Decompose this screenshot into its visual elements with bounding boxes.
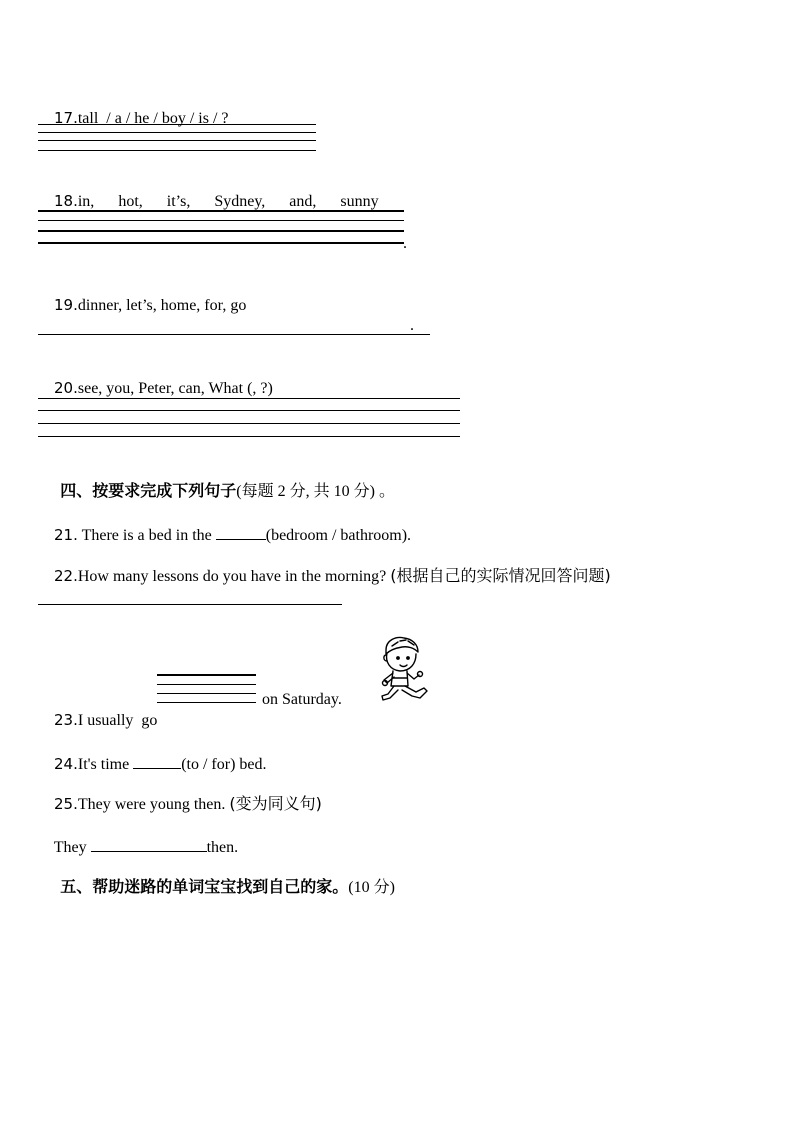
- prompt-after: (bedroom / bathroom).: [265, 527, 412, 544]
- question-number: 24.: [54, 755, 78, 773]
- question-19: [38, 275, 246, 336]
- question-prompt: They were young then.: [77, 796, 230, 813]
- question-number: 18.: [54, 192, 78, 210]
- question-number: 22.: [54, 567, 78, 585]
- word-6: sunny: [340, 193, 379, 210]
- prompt-before: I usually go: [77, 712, 162, 729]
- prompt-after: then.: [206, 839, 239, 856]
- question-23-after: on Saturday.: [258, 691, 342, 708]
- section-score: (每题 2 分, 共 10 分) 。: [236, 483, 395, 500]
- running-boy-image: [378, 636, 436, 706]
- question-number: 23.: [54, 711, 78, 729]
- prompt-before: It's time: [77, 756, 134, 773]
- question-hint: (根据自己的实际情况回答问题): [390, 566, 611, 585]
- question-hint: (变为同义句): [229, 794, 322, 813]
- question-number: 21.: [54, 526, 78, 544]
- word-3: it’s,: [166, 193, 191, 210]
- question-number: 25.: [54, 795, 78, 813]
- question-prompt: How many lessons do you have in the morning?: [77, 568, 391, 585]
- word-1: in,: [77, 193, 95, 210]
- prompt-before: There is a bed in the: [77, 527, 216, 544]
- question-22: [38, 546, 611, 607]
- word-2: hot,: [118, 193, 143, 210]
- prompt-after: (to / for) bed.: [181, 756, 267, 773]
- prompt-before: They: [53, 839, 91, 856]
- question-prompt: see, you, Peter, can, What (, ?): [77, 380, 273, 397]
- end-mark-18: .: [403, 235, 407, 252]
- section-title: 四、按要求完成下列句子: [60, 481, 237, 500]
- blank-24[interactable]: [133, 753, 181, 769]
- blank-21[interactable]: [216, 524, 266, 540]
- question-number: 20.: [54, 379, 78, 397]
- end-mark-19: .: [410, 317, 414, 334]
- word-5: and,: [289, 193, 317, 210]
- section-title: 五、帮助迷路的单词宝宝找到自己的家。: [60, 877, 349, 896]
- question-18: [38, 171, 379, 232]
- question-number: 17.: [54, 109, 78, 127]
- blank-25[interactable]: [91, 836, 207, 852]
- question-prompt: tall / a / he / boy / is / ?: [77, 110, 229, 127]
- section-score: (10 分): [348, 879, 395, 896]
- question-prompt: dinner, let’s, home, for, go: [77, 297, 247, 314]
- section-5-heading: [38, 857, 395, 918]
- word-4: Sydney,: [214, 193, 266, 210]
- question-number: 19.: [54, 296, 78, 314]
